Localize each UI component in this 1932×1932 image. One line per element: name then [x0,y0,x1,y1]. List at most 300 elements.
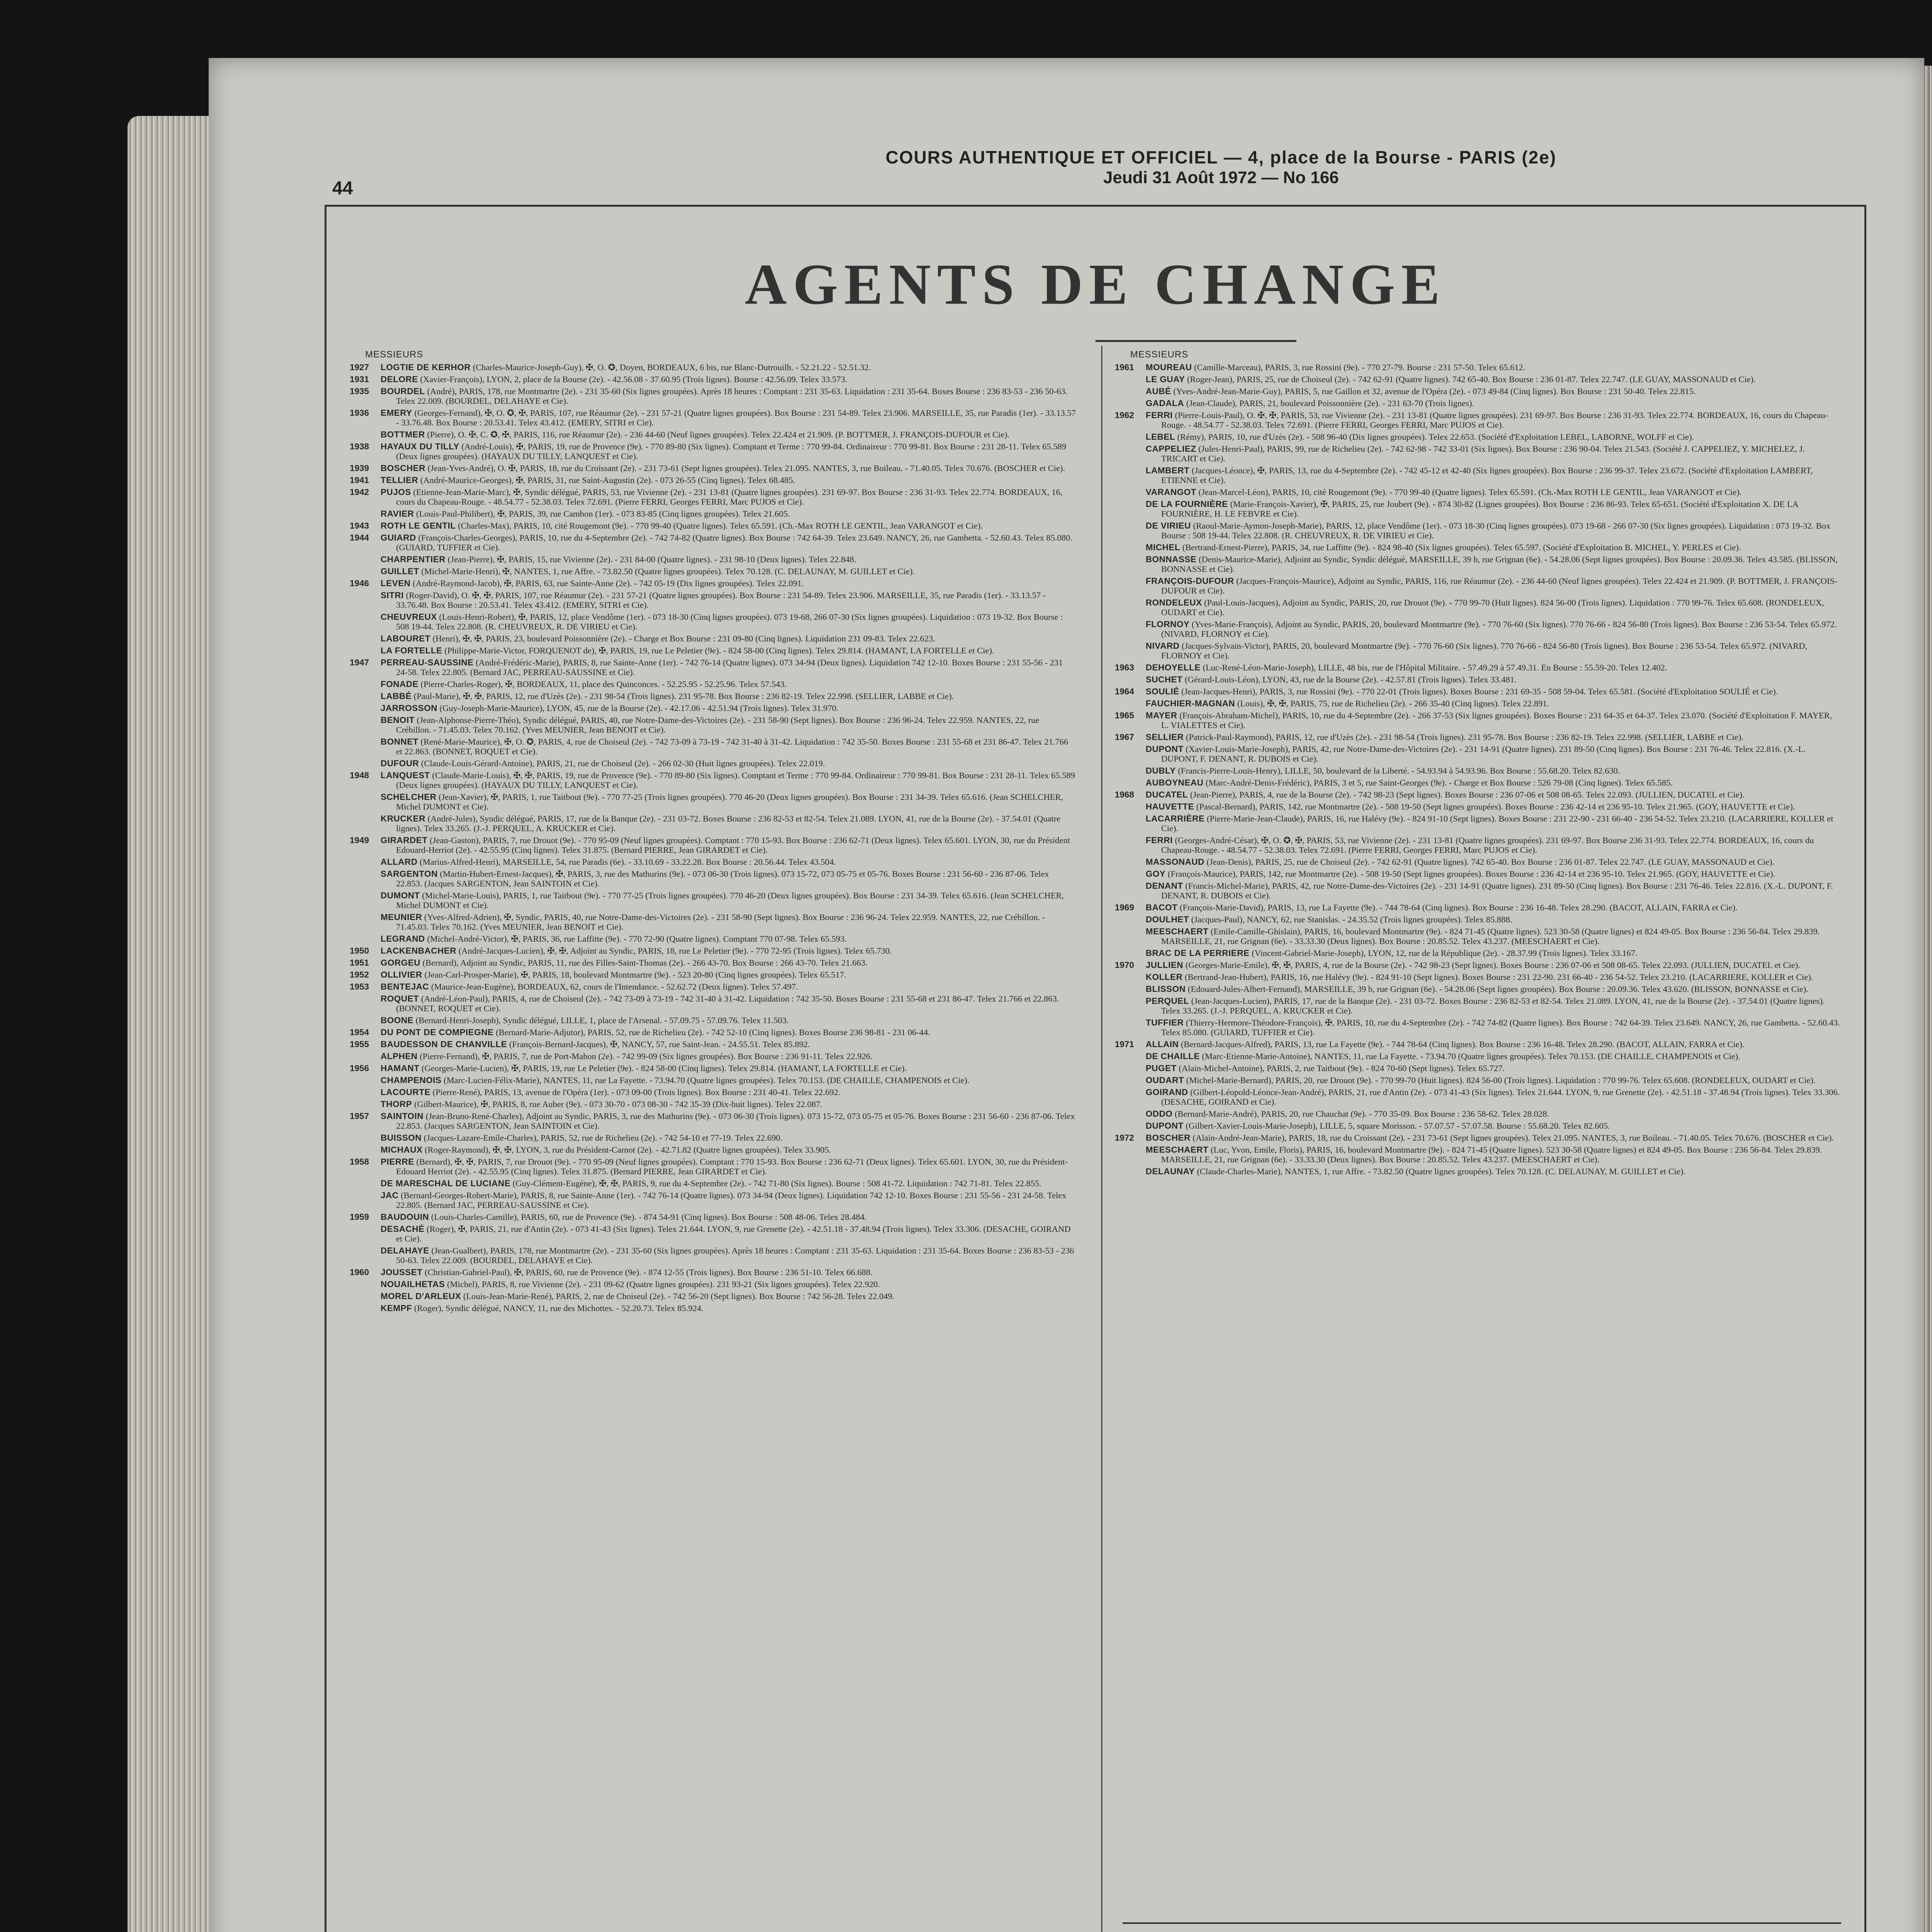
agent-name: DE CHAILLE [1146,1051,1200,1061]
agent-entry [350,463,1076,473]
agent-entry [350,1063,1076,1073]
agent-name: MEESCHAERT [1146,927,1209,936]
agent-name: BOSCHER [381,463,426,473]
agent-entry [350,1303,1076,1313]
agent-details: (Pierre-Fernand), ✠, PARIS, 7, rue de Port-Mahon (2e). - 742 99-09 (Six lignes groupées). Box Bourse : 236 91-11. Telex 22.926. [417,1051,873,1061]
agent-name: DUBLY [1146,766,1176,776]
agent-details: (Christian-Gabriel-Paul), ✠, PARIS, 60, rue de Provence (9e). - 874 12-55 (Trois lignes). Box Bourse : 236 51-10. Telex 66.688. [422,1267,872,1277]
agent-entry [350,1224,1076,1243]
agent-entry [1115,641,1841,660]
agent-name: MICHEL [1146,543,1180,552]
agent-details: (Patrick-Paul-Raymond), PARIS, 12, rue d'Uzès (2e). - 231 98-54 (Trois lignes). 231 95-78. Box Bourse : 236 82-19. Telex 22.998. (SELLIER, LABBE et Cie). [1184,732,1743,742]
agent-entry [1115,984,1841,994]
agent-name: FERRI [1146,835,1173,845]
agent-entry [1115,1109,1841,1119]
agent-details: (Gilbert-Xavier-Louis-Marie-Joseph), LILLE, 5, square Morisson. - 57.07.57 - 57.07.58. Bourse : 55.68.20. Telex 82.605. [1184,1121,1610,1131]
agent-details: (Louis-Jean-Marie-René), PARIS, 2, rue de Choiseul (2e). - 742 56-20 (Sept lignes). Box Bourse : 742 56-28. Telex 22.049. [461,1291,895,1301]
agent-entry [1115,675,1841,684]
agent-entry [350,612,1076,631]
agent-entry [1115,362,1841,372]
agent-entry [350,792,1076,811]
agent-details: (Yves-Marie-François), Adjoint au Syndic, PARIS, 20, boulevard Montmartre (9e). - 770 76-60 (Six lignes). 770 76-66 - 824 56-80 (Trois lignes). Box Bourse : 236 53-54. Telex 65.972. (NIVARD, FLORNOY et Cie). [1161,619,1837,639]
agent-name: OUDART [1146,1075,1184,1085]
page-title: AGENTS DE CHANGE [745,252,1446,316]
agent-name: SAINTOIN [381,1111,424,1121]
agent-entry [350,1267,1076,1277]
agent-details: (Yves-Alfred-Adrien), ✠, Syndic, PARIS, 40, rue Notre-Dame-des-Victoires (2e). - 231 58-90 (Sept lignes). Box Bourse : 236 96-24. Telex 22.959. NANTES, 22, rue Crébillon. - 71.45.03. Telex 70.162. (Yves MEUNIER, Jean BENOIT et Cie). [396,912,1045,932]
agent-details: (Jean-Claude), PARIS, 21, boulevard Poissonnière (2e). - 231 63-70 (Trois lignes). [1184,398,1475,408]
agent-details: (André), PARIS, 178, rue Montmartre (2e). - 231 35-60 (Six lignes groupées). Après 18 heures : Comptant : 231 35-63. Liquidation : 231 35-64. Boxes Bourse : 236 83-53 - 236 50-63. Telex 22.009. (BOURDEL, DELAHAYE et Cie). [396,386,1068,406]
agent-name: NIVARD [1146,641,1180,651]
agent-name: BAUDESSON DE CHANVILLE [381,1039,507,1049]
agent-entry [1115,1018,1841,1037]
agent-name: JULLIEN [1146,960,1184,970]
column-heading: MESSIEURS [1130,349,1189,360]
agent-entry [350,442,1076,461]
agent-entry [350,1157,1076,1176]
agent-name: DELAHAYE [381,1246,429,1255]
entry-year: 1961 [1115,362,1134,372]
agent-details: (Michel), PARIS, 8, rue Vivienne (2e). - 231 09-62 (Quatre lignes groupées). 231 93-21 (Six lignes groupées). Telex 22.920. [445,1279,880,1289]
agent-entry [350,1212,1076,1222]
agent-details: (Marc-Etienne-Marie-Antoine), NANTES, 11, rue La Fayette. - 73.94.70 (Quatre lignes groupées). Telex 70.153. (DE CHAILLE, CHAMPENOIS et Cie). [1200,1051,1740,1061]
agent-details: (Georges-Marie-Lucien), ✠, PARIS, 19, rue Le Peletier (9e). - 824 58-00 (Cinq lignes). Telex 29.814. (HAMANT, LA FORTELLE et Cie). [419,1063,907,1073]
agent-details: (André-Jules), Syndic délégué, PARIS, 17, rue de la Banque (2e). - 231 03-72. Boxes Bourse : 236 82-53 et 82-54. Telex 21.089. LYON, 41, rue de la Bourse (2e). - 37.54.01 (Quatre lignes). Telex 33.265. (J.-J. PERQUEL, A. KRUCKER et Cie). [396,814,1061,833]
publication-date: Jeudi 31 Août 1972 — No 166 [1103,168,1339,187]
agent-entry [350,1111,1076,1131]
agent-entry [350,408,1076,427]
entry-year: 1960 [350,1267,369,1277]
agent-details: (Georges-Marie-Emile), ✠, ✠, PARIS, 4, rue de la Bourse (2e). - 742 98-23 (Sept lignes). Boxes Bourse : 236 07-06 et 508 08-65. Telex 22.093. (JULLIEN, DUCATEL et Cie). [1183,960,1800,970]
agent-name: DESACHÉ [381,1224,425,1234]
agent-entry [350,1027,1076,1037]
agent-details: (Bernard-Marie-Adjutor), PARIS, 52, rue de Richelieu (2e). - 742 52-10 (Cinq lignes). Boxes Bourse 236 98-81 - 231 06-44. [493,1027,930,1037]
agent-name: ROTH LE GENTIL [381,521,456,531]
agent-entry [350,533,1076,552]
agent-entry [350,487,1076,507]
entry-year: 1972 [1115,1133,1134,1143]
agent-name: KOLLER [1146,972,1183,982]
agent-details: (Vincent-Gabriel-Marie-Joseph), LYON, 12, rue de la République (2e). - 28.37.99 (Trois lignes). Telex 33.167. [1249,948,1638,958]
agent-entry [350,362,1076,372]
agent-entry [350,703,1076,713]
agent-name: VARANGOT [1146,487,1197,497]
agent-name: DOULHET [1146,915,1189,924]
agent-entry [1115,543,1841,552]
entry-year: 1963 [1115,663,1134,672]
agent-entry [350,475,1076,485]
agent-name: BENOIT [381,715,415,725]
agent-details: (Guy-Clément-Eugène), ✠, ✠, PARIS, 9, rue du 4-Septembre (2e). - 742 71-80 (Six lignes). Bourse : 508 41-72. Liquidation : 742 71-81. Telex 22.855. [510,1179,1042,1188]
agent-name: PUJOS [381,487,411,497]
entry-year: 1939 [350,463,369,473]
agent-details: (Luc-René-Léon-Marie-Joseph), LILLE, 48 bis, rue de l'Hôpital Militaire. - 57.49.29 à 57.49.31. En Bourse : 55.59-20. Telex 12.402. [1201,663,1667,672]
left-entry-list [350,362,1076,1313]
agent-details: (Claude-Marie-Louis), ✠, ✠, PARIS, 19, rue de Provence (9e). - 770 89-80 (Six lignes). Comptant et Terme : 770 99-84. Ordinaireur : 770 99-81. Box Bourse : 231 28-11. Telex 65.589 (Deux lignes groupées). (HAYAUX DU TILLY, LANQUEST et Cie). [396,770,1075,790]
agent-details: (Alain-Michel-Antoine), PARIS, 2, rue Taitbout (9e). - 824 70-60 (Sept lignes). Telex 65.727. [1177,1063,1505,1073]
agent-details: (Roger-Jean), PARIS, 25, rue de Choiseul (2e). - 742 62-91 (Quatre lignes). 742 65-40. Box Bourse : 236 01-87. Telex 22.747. (LE GUAY, MASSONAUD et Cie). [1185,374,1756,384]
agent-details: (Martin-Hubert-Ernest-Jacques), ✠, PARIS, 3, rue des Mathurins (9e). - 073 06-30 (Trois lignes). 073 15-72, 073 05-75 et 05-76. Boxes Bourse : 231 56-60 - 236 87-06. Telex 22.853. (Jacques SARGENTON, Jean SAINTOIN et Cie). [396,869,1049,888]
agent-name: FAUCHIER-MAGNAN [1146,699,1235,708]
agent-details: (Francis-Pierre-Louis-Henry), LILLE, 50, boulevard de la Liberté. - 54.93.94 à 54.93.96. Box Bourse : 55.68.20. Telex 82.630. [1175,766,1620,776]
agent-name: HAUVETTE [1146,802,1194,811]
agent-entry [350,946,1076,956]
agent-entry [1115,711,1841,730]
agent-name: BOONE [381,1015,414,1025]
agent-name: LEVEN [381,578,411,588]
agent-details: (François-Charles-Georges), PARIS, 10, rue du 4-Septembre (2e). - 742 74-82 (Quatre lignes). Box Bourse : 742 64-39. Telex 23.649. NANCY, 26, rue Gambetta. - 52.60.43. Telex 85.080. (GUIARD, TUFFIER et Cie). [396,533,1073,552]
agent-details: (Bertrand-Ernest-Pierre), PARIS, 34, rue Laffitte (9e). - 824 98-40 (Six lignes groupées). Telex 65.597. (Société d'Exploitation B. MICHEL, Y. PERLES et Cie). [1180,543,1741,552]
agent-name: CHEUVREUX [381,612,437,622]
agent-details: (Michel-Marie-Henri), ✠, NANTES, 1, rue Affre. - 73.82.50 (Quatre lignes groupées). Telex 70.128. (C. DELAUNAY, M. GUILLET et Cie). [419,566,915,576]
agent-details: (Michel-André-Victor), ✠, PARIS, 36, rue Laffitte (9e). - 770 72-90 (Quatre lignes). Comptant 770 07-98. Telex 65.593. [425,934,847,944]
agent-details: (Rémy), PARIS, 10, rue d'Uzès (2e). - 508 96-40 (Dix lignes groupées). Telex 22.653. (Société d'Exploitation LEBEL, LABORNE, WOLFF et Cie). [1175,432,1694,442]
agent-name: BOURDEL [381,386,425,396]
agent-details: (François-Abraham-Michel), PARIS, 10, rue du 4-Septembre (2e). - 266 37-53 (Six lignes groupées). Boxes Bourse : 231 64-35 et 64-37. Telex 23.070. (Société d'Exploitation F. MAYER, L. VIALETTES et Cie). [1161,711,1832,730]
agent-name: PIERRE [381,1157,414,1167]
agent-details: (Jean-Bruno-René-Charles), Adjoint au Syndic, PARIS, 3, rue des Mathurins (9e). - 073 06-30 (Trois lignes). 073 15-72, 073 05-75 et 05-76. Boxes Bourse : 231 56-60 - 236 87-06. Telex 22.853. (Jacques SARGENTON, Jean SAINTOIN et Cie). [396,1111,1075,1131]
agent-name: PERQUEL [1146,996,1189,1006]
agent-entry [350,994,1076,1013]
agent-name: DUMONT [381,891,420,900]
agent-details: (Bertrand-Jean-Hubert), PARIS, 16, rue Halévy (9e). - 824 91-10 (Sept lignes). Boxes Bourse : 231 22-90. 231 66-40 - 236 54-52. Telex 23.210. (LACARRIERE, KOLLER et Cie). [1182,972,1813,982]
agent-details: (Xavier-Louis-Marie-Joseph), PARIS, 42, rue Notre-Dame-des-Victoires (2e). - 231 14-91 (Quatre lignes). 231 89-50 (Cinq lignes). Box Bourse : 231 76-46. Telex 22.816. (X.-L. DUPONT, F. DENANT, R. DUBOIS et Cie). [1161,744,1806,764]
agent-details: (Maurice-Jean-Eugène), BORDEAUX, 62, cours de l'Intendance. - 52.62.72 (Deux lignes). Telex 57.497. [429,982,798,992]
agent-entry [350,891,1076,910]
agent-details: (Jacques-Léonce), ✠, PARIS, 13, rue du 4-Septembre (2e). - 742 45-12 et 42-40 (Six lignes groupées). Box Bourse : 236 99-37. Telex 23.672. (Société d'Exploitation LAMBERT, ETIENNE et Cie). [1161,466,1813,485]
title-underline [1095,340,1296,342]
agent-entry [1115,814,1841,833]
agent-entry [350,1133,1076,1143]
agent-name: FRANÇOIS-DUFOUR [1146,576,1234,586]
agent-details: (Pierre-Charles-Roger), ✠, BORDEAUX, 11, place des Quinconces. - 52.25.95 - 52.25.96. Telex 57.543. [418,679,787,689]
agent-entry [350,386,1076,406]
entry-year: 1943 [350,521,369,531]
agent-name: SELLIER [1146,732,1184,742]
agent-details: (Roger-David), O. ✠, ✠, PARIS, 107, rue Réaumur (2e). - 231 57-21 (Quatre lignes groupées). Box Bourse : 231 54-89. Telex 23.906. MARSEILLE, 35, rue Paradis (1er). - 33.13.57 - 33.76.48. Box Bourse : 20.53.41. Telex 43.412. (EMERY, SITRI et Cie). [396,590,1046,610]
agent-entry [350,658,1076,677]
agent-entry [1115,972,1841,982]
right-entry-list [1115,362,1841,1176]
agent-entry [1115,857,1841,867]
agent-name: DEHOYELLE [1146,663,1201,672]
agent-details: (Louis-Paul-Philibert), ✠, PARIS, 39, rue Cambon (1er). - 073 83-85 (Cinq lignes groupées). Telex 21.605. [414,509,790,519]
agent-entry [350,1190,1076,1210]
agent-details: (André-Raymond-Jacob), ✠, PARIS, 63, rue Sainte-Anne (2e). - 742 05-19 (Dix lignes groupées). Telex 22.091. [410,578,804,588]
agent-entry [350,1051,1076,1061]
agent-name: GUIARD [381,533,416,543]
agent-entry [350,554,1076,564]
agent-name: SITRI [381,590,404,600]
agent-entry [1115,1133,1841,1143]
agent-details: (Jean-Yves-André), O. ✠, PARIS, 18, rue du Croissant (2e). - 231 73-61 (Sept lignes groupées). Telex 21.095. NANTES, 3, rue Boileau. - 71.40.05. Telex 70.676. (BOSCHER et Cie). [425,463,1065,473]
entry-year: 1959 [350,1212,369,1222]
entry-year: 1962 [1115,410,1134,420]
agent-name: MAYER [1146,711,1177,720]
agent-details: (Louis), ✠, ✠, PARIS, 75, rue de Richelieu (2e). - 266 35-40 (Cinq lignes). Telex 22.891. [1235,699,1549,708]
agent-details: (Jean-Marcel-Léon), PARIS, 10, cité Rougemont (9e). - 770 99-40 (Quatre lignes). Telex 65.591. (Ch.-Max ROTH LE GENTIL, Jean VARANGOT et Cie). [1196,487,1742,497]
entry-year: 1954 [350,1027,369,1037]
agent-name: LE GUAY [1146,374,1185,384]
agent-details: (François-Marie-David), PARIS, 13, rue La Fayette (9e). - 744 78-64 (Cinq lignes). Box Bourse : 236 16-48. Telex 28.290. (BACOT, ALLAIN, FARRA et Cie). [1177,903,1738,912]
right-column [1115,350,1841,1179]
entry-year: 1955 [350,1039,369,1049]
agent-name: LACKENBACHER [381,946,456,956]
agent-name: ALLARD [381,857,418,867]
agent-entry [350,1179,1076,1188]
agent-details: (Bernard), Adjoint au Syndic, PARIS, 11, rue des Filles-Saint-Thomas (2e). - 266 43-70. Box Bourse : 266 43-70. Telex 21.663. [420,958,867,968]
agent-entry [1115,732,1841,742]
agent-details: (Raoul-Marie-Aymon-Joseph-Marie), PARIS, 12, place Vendôme (1er). - 073 18-30 (Cinq lignes groupées). 073 19-68 - 266 07-30 (Six lignes groupées). Liquidation : 073 19-32. Box Bourse : 508 19-44. Telex 22.808. (R. CHEUVREUX, R. DE VIRIEU et Cie). [1161,521,1831,540]
agent-name: GUILLET [381,566,419,576]
agent-entry [350,770,1076,790]
agent-details: (Jean-Gaston), PARIS, 7, rue Drouot (9e). - 770 95-09 (Neuf lignes groupées). Comptant : 770 15-93. Box Bourse : 236 62-71 (Deux lignes). Telex 65.601. LYON, 30, rue du Président Edouard-Herriot (2e). - 42.55.95 (Cinq lignes). Telex 31.875. (Bernard PIERRE, Jean GIRARDET et Cie). [396,835,1070,855]
agent-name: MOREL D'ARLEUX [381,1291,461,1301]
agent-name: LABOURET [381,634,430,643]
agent-name: FERRI [1146,410,1173,420]
entry-year: 1949 [350,835,369,845]
agent-name: MICHAUX [381,1145,423,1155]
agent-entry [1115,1075,1841,1085]
agent-entry [350,934,1076,944]
agent-name: LEBEL [1146,432,1175,442]
agent-entry [350,679,1076,689]
agent-entry [350,509,1076,519]
agent-entry [1115,663,1841,672]
agent-entry [1115,499,1841,519]
entry-year: 1927 [350,362,369,372]
agent-details: (Roger), ✠, PARIS, 21, rue d'Antin (2e). - 073 41-43 (Six lignes). Telex 21.644. LYON, 9, rue Grenette (2e). - 42.51.18 - 37.48.94 (Trois lignes). Telex 33.306. (DESACHE, GOIRAND et Cie). [396,1224,1071,1243]
entry-year: 1944 [350,533,369,543]
agent-details: (Marie-François-Xavier), ✠, PARIS, 25, rue Joubert (9e). - 874 30-82 (Lignes groupées). Box Bourse : 236 86-93. Telex 65-651. (Société d'Exploitation X. DE LA FOURNIÈRE, H. LE FEBVRE et Cie). [1161,499,1798,519]
agent-entry [350,1075,1076,1085]
agent-name: MEUNIER [381,912,422,922]
entry-year: 1952 [350,970,369,980]
agent-name: JOUSSET [381,1267,423,1277]
agent-entry [1115,1039,1841,1049]
agent-details: (Charles-Maurice-Joseph-Guy), ✠, O. ✪, Doyen, BORDEAUX, 6 bis, rue Blanc-Dutrouilh. - 52.21.22 - 52.51.32. [471,362,871,372]
agent-entry [1115,466,1841,485]
agent-details: (Jean-Pierre), ✠, PARIS, 15, rue Vivienne (2e). - 231 84-00 (Quatre lignes). - 231 98-10 (Deux lignes). Telex 22.848. [446,554,856,564]
agent-entry [350,1291,1076,1301]
agent-name: CAPPELIEZ [1146,444,1196,454]
agent-entry [1115,699,1841,708]
agent-details: (Jean-Jacques-Lucien), PARIS, 17, rue de la Banque (2e). - 231 03-72. Boxes Bourse : 236 82-53 et 82-54. Telex 21.089. LYON, 41, rue de la Bourse (2e). - 37.54.01 (Quatre lignes). Telex 33.265. (J.-J. PERQUEL, A. KRUCKER et Cie). [1161,996,1825,1015]
agent-name: LABBÉ [381,691,412,701]
agent-details: (René-Marie-Maurice), ✠, O. ✪, PARIS, 4, rue de Choiseul (2e). - 742 73-09 à 73-19 - 742 31-40 à 31-42. Liquidation : 742 35-50. Boxes Bourse : 231 55-68 et 231 86-47. Telex 21.766 et 22.863. (BONNET, ROQUET et Cie). [396,737,1068,756]
agent-details: (Marc-André-Denis-Frédéric), PARIS, 3 et 5, rue Saint-Georges (9e). - Charge et Box Bourse : 526 79-08 (Cinq lignes). Telex 65.585. [1203,778,1673,787]
agent-entry [350,634,1076,643]
agent-entry [350,521,1076,531]
page-number: 44 [332,178,353,199]
agent-details: (Henri), ✠, ✠, PARIS, 23, boulevard Poissonnière (2e). - Charge et Box Bourse : 231 09-80 (Cinq lignes). Liquidation 231 09-83. Telex 22.623. [430,634,935,643]
agent-details: (Marius-Alfred-Henri), MARSEILLE, 54, rue Paradis (6e). - 33.10.69 - 33.22.28. Box Bourse : 20.56.44. Telex 43.504. [417,857,836,867]
agent-entry [1115,374,1841,384]
agent-entry [350,958,1076,968]
agent-name: AUBOYNEAU [1146,778,1204,787]
agent-name: CHARPENTIER [381,554,446,564]
agent-name: MOUREAU [1146,362,1192,372]
agent-name: SUCHET [1146,675,1183,684]
agent-details: (Claude-Charles-Marie), NANTES, 1, rue Affre. - 73.82.50 (Quatre lignes groupées). Telex 70.128. (C. DELAUNAY, M. GUILLET et Cie). [1194,1167,1685,1176]
agent-details: (Emile-Camille-Ghislain), PARIS, 16, boulevard Montmartre (9e). - 824 71-45 (Quatre lignes). 523 30-58 (Quatre lignes) et 824 49-05. Box Bourse : 236 56-84. Telex 29.839. MARSEILLE, 21, rue Grignan (6e). - 33.33.30 (Deux lignes). Box Bourse : 20.85.52. Telex 43.237. (MEESCHAERT et Cie). [1161,927,1820,946]
agent-name: GORGEU [381,958,421,968]
agent-name: BUISSON [381,1133,422,1143]
entry-year: 1953 [350,982,369,992]
agent-details: (Bernard-Jacques-Alfred), PARIS, 13, rue La Fayette (9e). - 744 78-64 (Cinq lignes). Box Bourse : 236 16-48. Telex 28.290. (BACOT, ALLAIN, FARRA et Cie). [1179,1039,1745,1049]
agent-name: GADALA [1146,398,1184,408]
agent-details: (Gilbert-Léopold-Léonce-Jean-André), PARIS, 21, rue d'Antin (2e). - 073 41-43 (Six lignes). Telex 21.644. LYON, 9, rue Grenette (2e). - 42.51.18 - 37.48.94 (Trois lignes). Telex 33.306. (DESACHE, GOIRAND et Cie). [1161,1087,1840,1107]
agent-details: (Georges-André-César), ✠, O. ✪, ✠, PARIS, 53, rue Vivienne (2e). - 231 13-81 (Quatre lignes groupées). 231 69-97. Box Bourse 236 31-93. Telex 22.774. BORDEAUX, 16, cours du Chapeau-Rouge. - 48.54.77 - 52.38.03. Telex 72.691. (Pierre FERRI, Georges FERRI, Marc PUJOS et Cie). [1161,835,1814,855]
agent-name: FLORNOY [1146,619,1190,629]
agent-name: GOY [1146,869,1166,879]
agent-entry [350,646,1076,655]
entry-year: 1946 [350,578,369,588]
agent-name: KEMPF [381,1303,412,1313]
agent-details: (André-Léon-Paul), PARIS, 4, rue de Choiseul (2e). - 742 73-09 à 73-19 - 742 31-40 à 31-42. Liquidation : 742 35-50. Boxes Bourse : 231 55-68 et 231 86-47. Telex 21.766 et 22.863. (BONNET, ROQUET et Cie). [396,994,1059,1013]
agent-details: (Pascal-Bernard), PARIS, 142, rue Montmartre (2e). - 508 19-50 (Sept lignes groupées). Boxes Bourse : 236 42-14 et 236 95-10. Telex 21.965. (GOY, HAUVETTE et Cie). [1194,802,1795,811]
agent-details: (Gérard-Louis-Léon), LYON, 43, rue de la Bourse (2e). - 42.57.81 (Trois lignes). Telex 33.481. [1182,675,1517,684]
agent-details: (Guy-Joseph-Marie-Maurice), LYON, 45, rue de la Bourse (2e). - 42.17.06 - 42.51.94 (Trois lignes). Telex 31.970. [437,703,838,713]
agent-entry [350,1087,1076,1097]
agent-details: (Luc, Yvon, Emile, Floris), PARIS, 16, boulevard Montmartre (9e). - 824 71-45 (Quatre lignes). 523 30-58 (Quatre lignes) et 824 49-05. Box Bourse : 236 56-84. Telex 29.839. MARSEILLE, 21, rue Grignan (6e). - 33.33.30 (Deux lignes). Box Bourse : 20.85.52. Telex 43.237. (MEESCHAERT et Cie). [1161,1145,1822,1164]
agent-entry [1115,790,1841,799]
agent-entry [1115,521,1841,540]
agent-details: (Jean-Alphonse-Pierre-Théo), Syndic délégué, PARIS, 40, rue Notre-Dame-des-Victoires (2e). - 231 58-90 (Sept lignes). Box Bourse : 236 96-24. Telex 22.959. NANTES, 22, rue Crébillon. - 71.45.03. Telex 70.162. (Yves MEUNIER, Jean BENOIT et Cie). [396,715,1039,735]
agent-name: DUCATEL [1146,790,1188,799]
agent-entry [350,715,1076,735]
agent-details: (Jean-Gualbert), PARIS, 178, rue Montmartre (2e). - 231 35-60 (Six lignes groupées). Après 18 heures : Comptant : 231 35-63. Liquidation : 231 35-64. Boxes Bourse : 236 83-53 - 236 50-63. Telex 22.009. (BOURDEL, DELAHAYE et Cie). [396,1246,1074,1265]
agent-name: KRUCKER [381,814,425,823]
agent-entry [1115,444,1841,463]
agent-entry [1115,598,1841,617]
agent-details: (Louis-Henri-Robert), ✠, PARIS, 12, place Vendôme (1er). - 073 18-30 (Cinq lignes groupées). 073 19-68, 266 07-30 (Six lignes groupées). Liquidation : 073 19-32. Box Bourse : 508 19-44. Telex 22.808. (R. CHEUVREUX, R. DE VIRIEU et Cie). [396,612,1063,631]
agent-entry [1115,996,1841,1015]
agent-entry [1115,1145,1841,1164]
agent-details: (Denis-Maurice-Marie), Adjoint au Syndic, Syndic délégué, MARSEILLE, 39 b, rue Grignan (6e). - 54.28.06 (Sept lignes groupées). Box Bourse : 20.09.36. Telex 43.585. (BLISSON, BONNASSE et Cie). [1161,554,1838,574]
agent-name: RAVIER [381,509,414,519]
agent-entry [1115,960,1841,970]
agent-details: (Edouard-Jules-Albert-Fernand), MARSEILLE, 39 b, rue Grignan (6e). - 54.28.06 (Sept lignes groupées). Box Bourse : 20.09.36. Telex 43.620. (BLISSON, BONNASSE et Cie). [1185,984,1809,994]
entry-year: 1938 [350,442,369,451]
agent-details: (Jean-Xavier), ✠, PARIS, 1, rue Taitbout (9e). - 770 77-25 (Trois lignes groupées). 770 46-20 (Deux lignes groupées). Box Bourse : 231 34-39. Telex 65.616. (Jean SCHELCHER, Michel DUMONT et Cie). [396,792,1063,811]
agent-details: (Roger-Raymond), ✠, ✠, LYON, 3, rue du Président-Carnot (2e). - 42.71.82 (Quatre lignes groupées). Telex 33.905. [422,1145,831,1155]
entry-year: 1969 [1115,903,1134,912]
agent-details: (Xavier-François), LYON, 2, place de la Bourse (2e). - 42.56.08 - 37.60.95 (Trois lignes). Bourse : 42.56.09. Telex 33.573. [418,374,847,384]
agent-name: JARROSSON [381,703,438,713]
column-divider [1101,346,1102,1932]
agent-name: NOUAILHETAS [381,1279,445,1289]
agent-name: BRAC DE LA PERRIERE [1146,948,1250,958]
agent-details: (Paul-Marie), ✠, ✠, PARIS, 12, rue d'Uzès (2e). - 231 98-54 (Trois lignes). 231 95-78. Box Bourse : 236 82-19. Telex 22.998. (SELLIER, LABBE et Cie). [412,691,954,701]
agent-name: RONDELEUX [1146,598,1202,607]
agent-details: (Bernard-Marie-André), PARIS, 20, rue Chauchat (9e). - 770 35-09. Box Bourse : 236 58-62. Telex 28.028. [1172,1109,1549,1119]
agent-entry [1115,948,1841,958]
agent-entry [1115,802,1841,811]
agent-name: BENTEJAC [381,982,429,992]
agent-details: (Pierre-René), PARIS, 13, avenue de l'Opéra (1er). - 073 09-00 (Trois lignes). Box Bourse : 231 40-41. Telex 22.692. [430,1087,840,1097]
agent-details: (Jacques-Paul), NANCY, 62, rue Stanislas. - 24.35.52 (Trois lignes groupées). Telex 85.888. [1189,915,1512,924]
agent-entry [350,1039,1076,1049]
agent-name: ODDO [1146,1109,1173,1119]
agent-details: (André-Frédéric-Marie), PARIS, 8, rue Sainte-Anne (1er). - 742 76-14 (Quatre lignes). 073 34-94 (Deux lignes). Liquidation 742 12-10. Boxes Bourse : 231 55-56 - 231 24-58. Telex 22.805. (Bernard JAC, PERREAU-SAUSSINE et Cie). [396,658,1063,677]
entry-year: 1956 [350,1063,369,1073]
agent-entry [350,1145,1076,1155]
agent-name: PERREAU-SAUSSINE [381,658,474,667]
agent-name: AUBÉ [1146,386,1171,396]
agent-entry [1115,1063,1841,1073]
entry-year: 1958 [350,1157,369,1167]
agent-name: HAMANT [381,1063,420,1073]
agent-name: GOIRAND [1146,1087,1188,1097]
agent-entry [350,1246,1076,1265]
agent-entry [1115,915,1841,924]
agent-details: (André-Jacques-Lucien), ✠, ✠, Adjoint au Syndic, PARIS, 18, rue Le Peletier (9e). - 770 72-95 (Trois lignes). Telex 65.730. [456,946,892,956]
agent-name: DE MARESCHAL DE LUCIANE [381,1179,511,1188]
agent-details: (Pierre-Louis-Paul), O. ✠, ✠, PARIS, 53, rue Vivienne (2e). - 231 13-81 (Quatre lignes groupées). 231 69-97. Box Bourse : 236 31-93. Telex 22.774. BORDEAUX, 16, cours du Chapeau-Rouge. - 48.54.77 - 52.38.03. Telex 72.691. (Pierre FERRI, Georges FERRI, Marc PUJOS et Cie). [1161,410,1828,430]
agent-details: (Francis-Michel-Marie), PARIS, 42, rue Notre-Dame-des-Victoires (2e). - 231 14-91 (Quatre lignes). 231 89-50 (Cinq lignes). Box Bourse : 231 76-46. Telex 22.816. (X.-L. DUPONT, F. DENANT, R. DUBOIS et Cie). [1161,881,1833,900]
agent-name: DE VIRIEU [1146,521,1191,531]
agent-details: (Jean-Pierre), PARIS, 4, rue de la Bourse (2e). - 742 98-23 (Sept lignes). Boxes Bourse : 236 07-06 et 508 08-65. Telex 22.093. (JULLIEN, DUCATEL et Cie). [1188,790,1745,799]
agent-details: (Bernard-Henri-Joseph), Syndic délégué, LILLE, 1, place de l'Arsenal. - 57.09.75 - 57.09.76. Telex 11.503. [413,1015,789,1025]
publication-header: COURS AUTHENTIQUE ET OFFICIEL — 4, place de la Bourse - PARIS (2e) [885,147,1557,167]
agent-entry [350,970,1076,980]
entry-year: 1931 [350,374,369,384]
agent-name: FONADE [381,679,418,689]
agent-entry [1115,576,1841,595]
agent-entry [350,374,1076,384]
agent-entry [350,1015,1076,1025]
agent-name: ROQUET [381,994,419,1003]
agent-entry [350,912,1076,932]
agent-entry [350,578,1076,588]
agent-details: (Jacques-Lazare-Emile-Charles), PARIS, 52, rue de Richelieu (2e). - 742 54-10 et 77-19. Telex 22.690. [422,1133,782,1143]
entry-year: 1967 [1115,732,1134,742]
agent-entry [1115,766,1841,776]
agent-details: (Thierry-Hermore-Théodore-François), ✠, PARIS, 10, rue du 4-Septembre (2e). - 742 74-82 (Quatre lignes). Box Bourse : 742 64-39. Telex 23.649. NANCY, 26, rue Gambetta. - 52.60.43. Telex 85.080. (GUIARD, TUFFIER et Cie). [1161,1018,1840,1037]
agent-details: (Louis-Charles-Camille), PARIS, 60, rue de Provence (9e). - 874 54-91 (Cinq lignes). Box Bourse : 508 48-06. Telex 28.484. [429,1212,867,1222]
agent-name: THORP [381,1099,412,1109]
agent-entry [350,590,1076,610]
agent-name: BAUDOUIN [381,1212,429,1222]
entry-year: 1942 [350,487,369,497]
agent-name: EMERY [381,408,412,418]
agent-name: LANQUEST [381,770,430,780]
column-heading: MESSIEURS [365,349,423,360]
agent-details: (Etienne-Jean-Marie-Marc), ✠, Syndic délégué, PARIS, 53, rue Vivienne (2e). - 231 13-81 (Quatre lignes groupées). 231 69-97. Box Bourse : 236 31-93. Telex 22.774. BORDEAUX, 16, cours du Chapeau-Rouge. - 48.54.77 - 52.38.03. Telex 72.691. (Pierre FERRI, Georges FERRI, Marc PUJOS et Cie). [396,487,1063,507]
agent-details: (André-Louis), ✠, PARIS, 19, rue de Provence (9e). - 770 89-80 (Six lignes). Comptant et Terme : 770 99-84. Ordinaireur : 770 99-81. Box Bourse : 231 28-11. Telex 65.589 (Deux lignes groupées). (HAYAUX DU TILLY, LANQUEST et Cie). [396,442,1066,461]
agent-entry [350,737,1076,756]
agent-name: BOSCHER [1146,1133,1191,1143]
entry-year: 1947 [350,658,369,667]
agent-details: (François-Maurice), PARIS, 142, rue Montmartre (2e). - 508 19-50 (Sept lignes groupées). Boxes Bourse : 236 42-14 et 236 95-10. Telex 21.965. (GOY, HAUVETTE et Cie). [1165,869,1776,879]
agent-details: (Jacques-François-Maurice), Adjoint au Syndic, PARIS, 116, rue Réaumur (2e). - 236 44-60 (Neuf lignes groupées). Telex 22.424 et 21.909. (P. BOTTMER, J. FRANÇOIS-DUFOUR et Cie). [1161,576,1838,595]
agent-name: ALPHEN [381,1051,418,1061]
entry-year: 1948 [350,770,369,780]
left-column [350,350,1076,1315]
agent-details: (François-Bernard-Jacques), ✠, NANCY, 57, rue Saint-Jean. - 24.55.51. Telex 85.892. [507,1039,810,1049]
agent-details: (Yves-André-Jean-Marie-Guy), PARIS, 5, rue Gaillon et 32, avenue de l'Opéra (2e). - 073 49-84 (Cinq lignes). Box Bourse : 231 50-40. Telex 22.815. [1171,386,1696,396]
agent-details: (Jean-Jacques-Henri), PARIS, 3, rue Rossini (9e). - 770 22-01 (Trois lignes). Boxes Bourse : 231 69-35 - 508 59-04. Telex 65.581. (Société d'Exploitation SOULIÉ et Cie). [1179,687,1778,696]
agent-details: (Michel-Marie-Louis), PARIS, 1, rue Taitbout (9e). - 770 77-25 (Trois lignes groupées). 770 46-20 (Deux lignes groupées). Box Bourse : 231 34-39. Telex 65.616. (Jean SCHELCHER, Michel DUMONT et Cie). [396,891,1064,910]
agent-details: (Bernard), ✠, ✠, PARIS, 7, rue Drouot (9e). - 770 95-09 (Neuf lignes groupées). Comptant : 770 15-93. Box Bourse : 236 62-71 (Deux lignes). Telex 65.601. LYON, 30, rue du Président-Edouard Herriot (2e). - 42.55.95 (Cinq lignes). Telex 31.875. (Bernard PIERRE, Jean GIRARDET et Cie). [396,1157,1068,1176]
agent-name: DUPONT [1146,1121,1184,1131]
agent-name: DELAUNAY [1146,1167,1195,1176]
agent-entry [1115,410,1841,430]
agent-entry [1115,881,1841,900]
agent-details: (Jules-Henri-Paul), PARIS, 99, rue de Richelieu (2e). - 742 62-98 - 742 33-01 (Six lignes). Box Bourse : 236 90-04. Telex 21.543. (Société J. CAPPELIEZ, Y. MICHELEZ, J. TRICART et Cie). [1161,444,1805,463]
agent-name: TUFFIER [1146,1018,1184,1027]
